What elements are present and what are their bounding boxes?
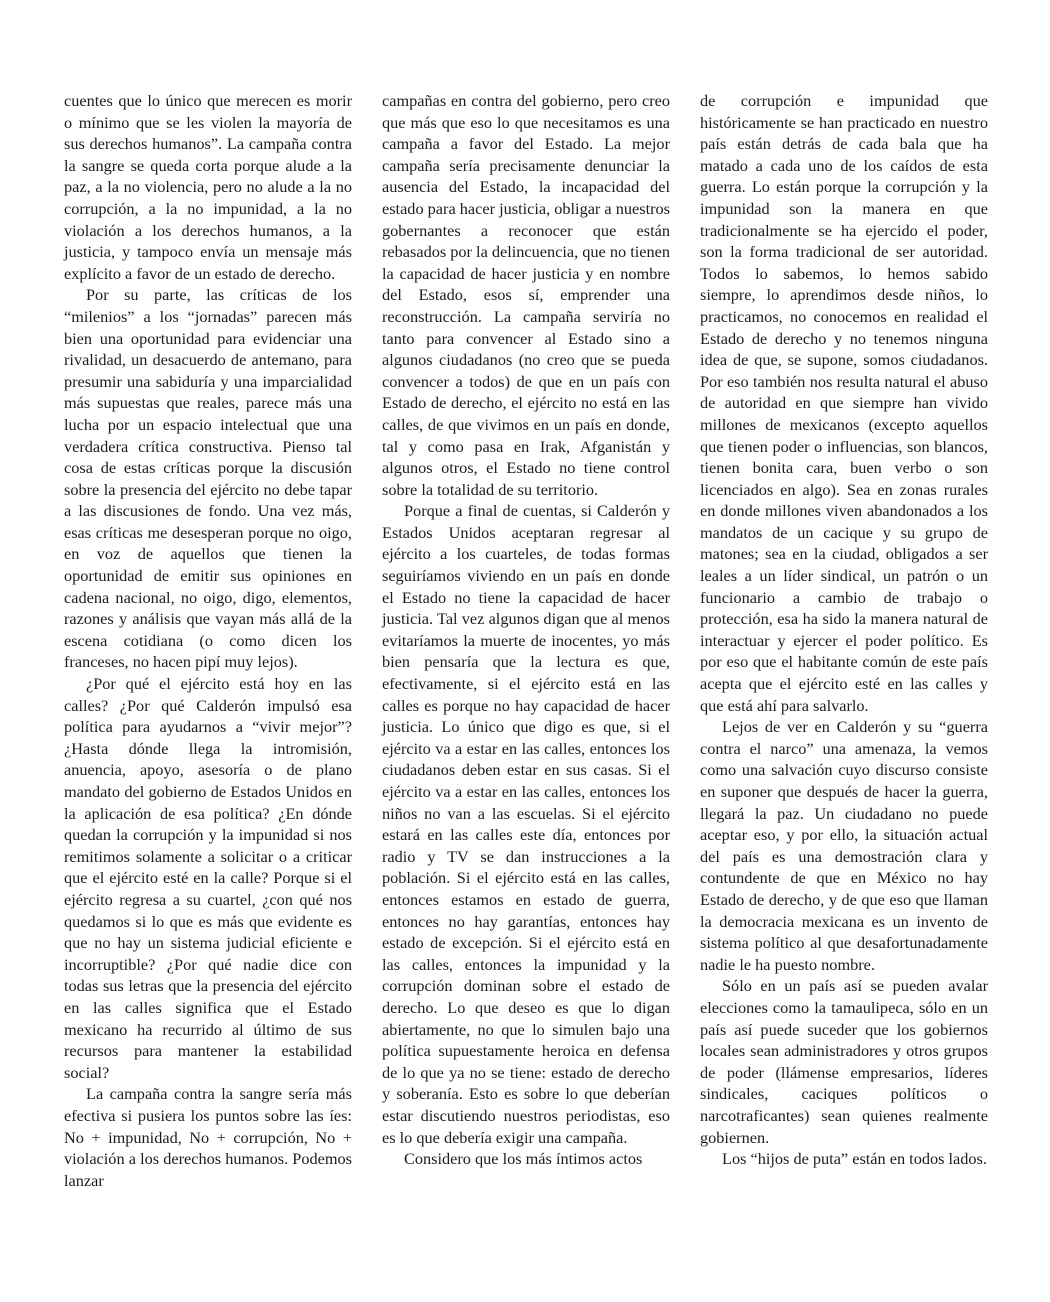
paragraph: Sólo en un país así se pueden avalar elecciones como la tamaulipeca, sólo en un país así puede suceder que los gobiernos locales sean administradores y otros grupos de poder (llámense empresarios, líderes sindicales, caciques políticos o narcotraficantes) sean quienes realmente gobiernen. bbox=[700, 976, 988, 1147]
paragraph: La campaña contra la sangre sería más efectiva si pusiera los puntos sobre las íes: No + impunidad, No + corrupción, No + violación a los derechos humanos. Podemos lanzar bbox=[64, 1084, 352, 1190]
paragraph: Por su parte, las críticas de los “milenios” a los “jornadas” parecen más bien una oportunidad para evidenciar una rivalidad, un desacuerdo de antemano, para presumir una sabiduría y una imparcialidad más supuestas que reales, parece más una lucha por un espacio intelectual que una verdadera crítica constructiva. Pienso tal cosa de estas críticas porque la discusión sobre la presencia del ejército no debe tapar a las discusiones de fondo. Una vez más, esas críticas me desesperan porque no oigo, en voz de aquellos que tienen la oportunidad de emitir sus opiniones en cadena nacional, no oigo, digo, elementos, razones y análisis que vayan más allá de la escena cotidiana (o como dicen los franceses, no hacen pipí muy lejos). bbox=[64, 285, 352, 672]
paragraph: ¿Por qué el ejército está hoy en las calles? ¿Por qué Calderón impulsó esa política para ayudarnos a “vivir mejor”? ¿Hasta dónde llega la intromisión, anuencia, apoyo, asesoría o de plano mandato del gobierno de Estados Unidos en la aplicación de esa política? ¿En dónde quedan la corrupción y la impunidad si nos remitimos solamente a solicitar o a criticar que el ejército esté en la calle? Porque si el ejército regresa a su cuartel, ¿con qué nos quedamos si lo que es más que evidente es que no hay un sistema judicial eficiente e incorruptible? ¿Por qué nadie dice con todas sus letras que la presencia del ejército en las calles significa que el Estado mexicano ha recurrido al último de sus recursos para mantener la estabilidad social? bbox=[64, 674, 352, 1082]
paragraph: Porque a final de cuentas, si Calderón y Estados Unidos aceptaran regresar al ejército a los cuarteles, de todas formas seguiríamos viviendo en un país en donde el Estado no tiene la capacidad de hacer justicia. Tal vez algunos digan que al menos evitaríamos la muerte de inocentes, yo más bien pensaría que la lectura es que, efectivamente, si el ejército está en las calles es porque no hay capacidad de hacer justicia. Lo único que digo es que, si el ejército va a estar en las calles, entonces los ciudadanos deben estar en sus casas. Si el ejército va a estar en las calles, entonces los niños no van a las escuelas. Si el ejército estará en las calles este día, entonces por radio y TV se dan instrucciones a la población. Si el ejército está en las calles, entonces estamos en estado de guerra, entonces no hay garantías, entonces hay estado de excepción. Si el ejército está en las calles, entonces la impunidad y la corrupción dominan sobre el estado de derecho. Lo que deseo es que lo digan abiertamente, no que lo simulen bajo una política supuestamente heroica en defensa de lo que ya no se tiene: estado de derecho y soberanía. Esto es sobre lo que deberían estar discutiendo nuestros periodistas, eso es lo que debería exigir una campaña. bbox=[382, 501, 670, 1147]
paragraph: Los “hijos de puta” están en todos lados. bbox=[722, 1149, 987, 1169]
article-body bbox=[64, 90, 988, 1290]
text-column-2 bbox=[382, 90, 670, 1290]
paragraph: Considero que los más íntimos actos bbox=[404, 1149, 643, 1169]
text-column-1 bbox=[64, 90, 352, 1290]
text-column-3 bbox=[700, 90, 988, 1290]
paragraph: de corrupción e impunidad que históricamente se han practicado en nuestro país están detrás de cada bala que ha matado a cada uno de los caídos de esta guerra. Lo están porque la corrupción y la impunidad son la manera en que tradicionalmente se ha ejercido el poder, son la forma tradicional de ser autoridad. Todos lo sabemos, lo hemos sabido siempre, lo aprendimos desde niños, lo practicamos, no conocemos en realidad el Estado de derecho y no tenemos ninguna idea de que, se supone, somos ciudadanos. Por eso también nos resulta natural el abuso de autoridad en que siempre han vivido millones de mexicanos (excepto aquellos que tienen poder o influencias, son blancos, tienen bonita cara, buen verbo o son licenciados en algo). Sea en zonas rurales en donde millones viven abandonados a los mandatos de un cacique y su grupo de matones; sea en la ciudad, obligados a ser leales a un líder sindical, un patrón o un funcionario a cambio de trabajo o protección, esa ha sido la manera natural de interactuar y ejercer el poder político. Es por eso que el habitante común de este país acepta que el ejército esté en las calles y que está ahí para salvarlo. bbox=[700, 91, 988, 715]
paragraph: campañas en contra del gobierno, pero creo que más que eso lo que necesitamos es una campaña a favor del Estado. La mejor campaña sería precisamente denunciar la ausencia del Estado, la incapacidad del estado para hacer justicia, obligar a nuestros gobernantes a reconocer que están rebasados por la delincuencia, que no tienen la capacidad de hacer justicia y en nombre del Estado, esos sí, emprender una reconstrucción. La campaña serviría no tanto para convencer al Estado sino a algunos ciudadanos (no creo que se pueda convencer a todos) de que en un país con Estado de derecho, el ejército no está en las calles, de que vivimos en un país en donde, tal y como pasa en Irak, Afganistán y algunos otros, el Estado no tiene control sobre la totalidad de su territorio. bbox=[382, 91, 670, 499]
paragraph: Lejos de ver en Calderón y su “guerra contra el narco” una amenaza, la vemos como una salvación cuyo discurso consiste en suponer que después de hacer la guerra, llegará la paz. Un ciudadano no puede aceptar eso, y por ello, la situación actual del país es una demostración clara y contundente de que en México no hay Estado de derecho, y de que eso que llaman la democracia mexicana es un invento de sistema político al que desafortunadamente nadie le ha puesto nombre. bbox=[700, 717, 988, 974]
paragraph: cuentes que lo único que merecen es morir o mínimo que se les violen la mayoría de sus derechos humanos”. La campaña contra la sangre se queda corta porque alude a la paz, a la no violencia, pero no alude a la no corrupción, a la no impunidad, a la no violación a los derechos humanos, a la justicia, y tampoco envía un mensaje más explícito a favor de un estado de derecho. bbox=[64, 91, 352, 283]
